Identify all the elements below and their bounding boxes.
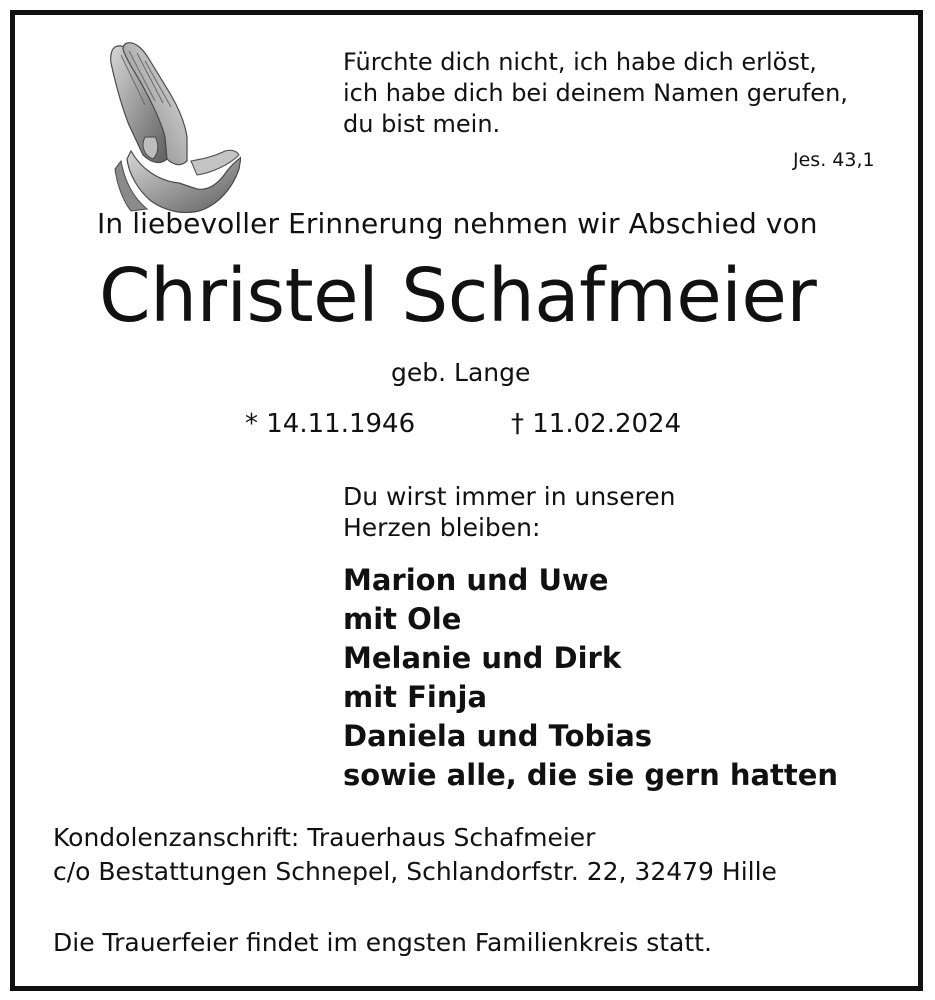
family-member: Melanie und Dirk: [343, 641, 622, 675]
praying-hands-icon: [101, 41, 241, 213]
verse-line: du bist mein.: [343, 110, 501, 138]
verse-reference: Jes. 43,1: [793, 149, 875, 171]
family-member: Marion und Uwe: [343, 563, 609, 597]
verse-line: Fürchte dich nicht, ich habe dich erlöst,: [343, 48, 817, 76]
address-line: Kondolenzanschrift: Trauerhaus Schafmeier: [53, 823, 596, 852]
birth-date: * 14.11.1946: [245, 409, 416, 439]
service-note: Die Trauerfeier findet im engsten Familienkreis statt.: [53, 928, 712, 957]
bible-verse: [343, 47, 848, 140]
deceased-name: Christel Schafmeier: [99, 253, 817, 339]
address-line: c/o Bestattungen Schnepel, Schlandorfstr. 22, 32479 Hille: [53, 857, 777, 886]
tribute-text: [343, 481, 676, 543]
tribute-line: Du wirst immer in unseren: [343, 482, 676, 511]
intro-text: In liebevoller Erinnerung nehmen wir Abschied von: [97, 207, 818, 240]
obituary-notice: [10, 10, 923, 991]
tribute-line: Herzen bleiben:: [343, 513, 541, 542]
family-member: mit Finja: [343, 680, 488, 714]
maiden-name: geb. Lange: [391, 358, 531, 387]
family-member: sowie alle, die sie gern hatten: [343, 758, 839, 792]
life-dates: [245, 409, 682, 439]
verse-line: ich habe dich bei deinem Namen gerufen,: [343, 79, 848, 107]
family-list: [343, 561, 838, 795]
death-date: † 11.02.2024: [511, 409, 682, 439]
family-member: Daniela und Tobias: [343, 719, 653, 753]
family-member: mit Ole: [343, 602, 462, 636]
condolence-address: [53, 821, 777, 889]
